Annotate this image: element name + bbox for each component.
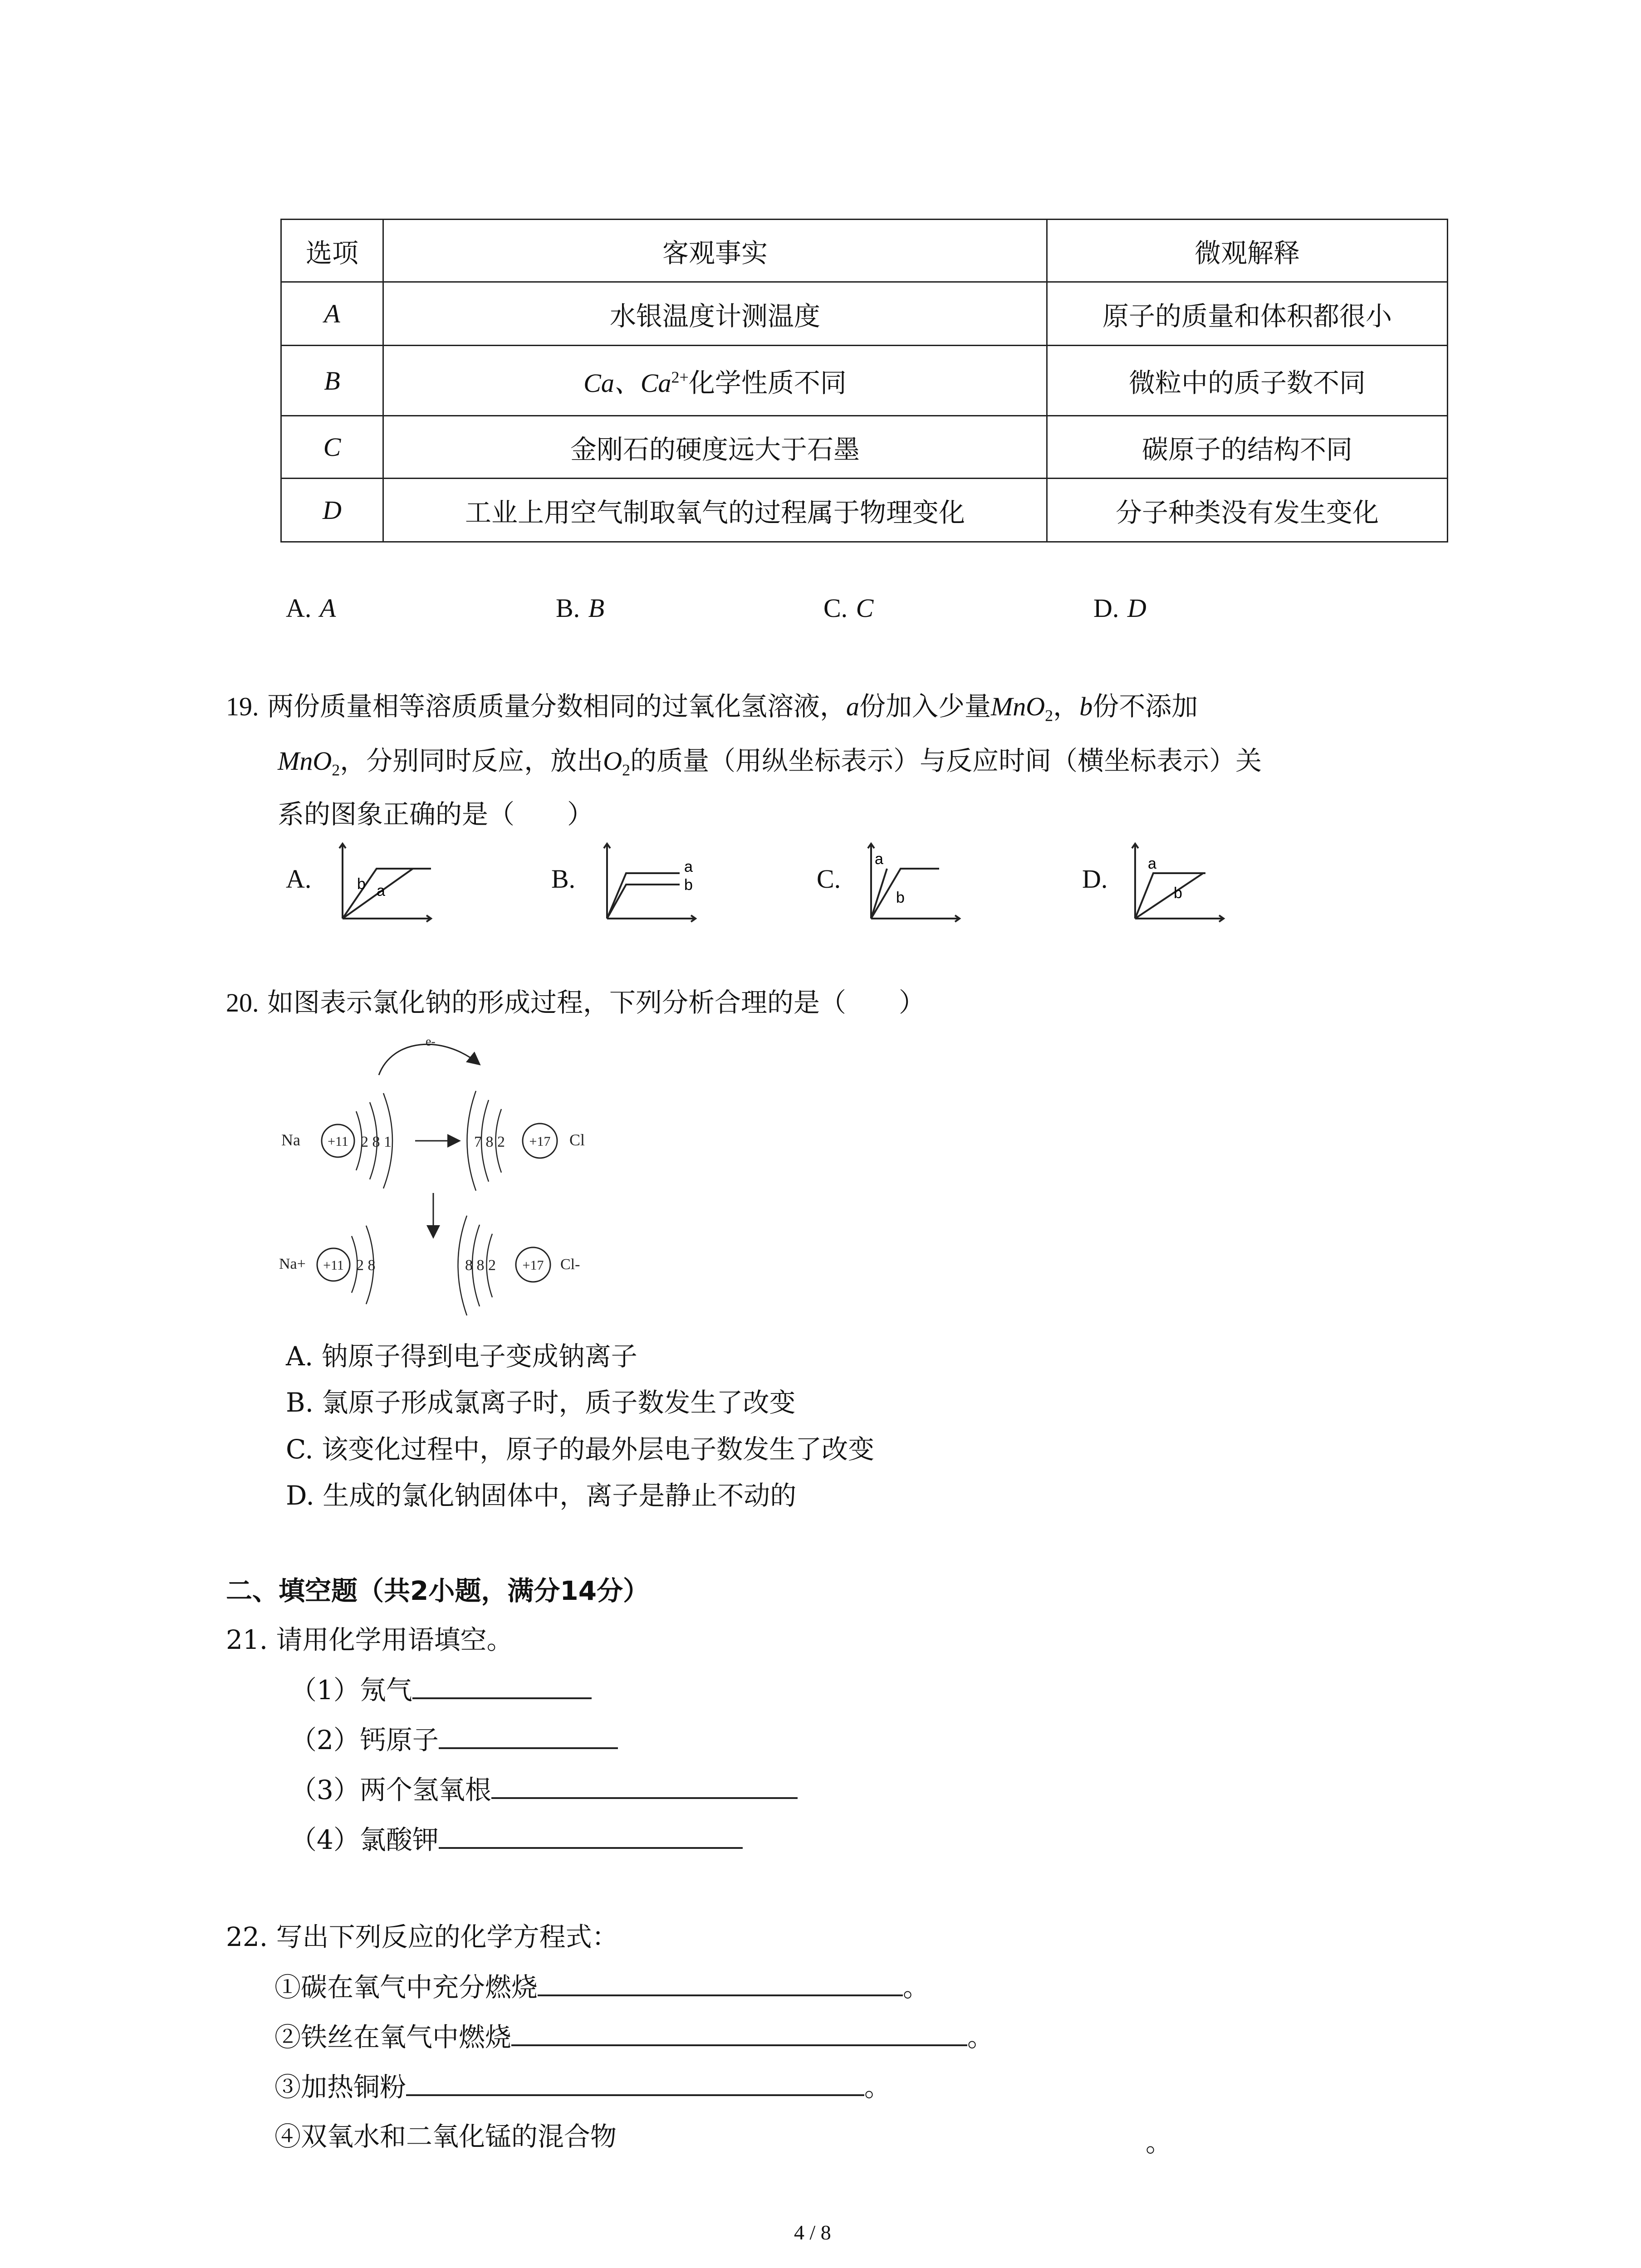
q20-option-d[interactable]: D. 生成的氯化钠固体中，离子是静止不动的: [286, 1480, 797, 1511]
graph-label-b: b: [684, 876, 693, 894]
na-ion-label: Na+: [279, 1256, 306, 1272]
choice-b[interactable]: B. B: [556, 593, 605, 623]
q19-option-c-label[interactable]: C.: [817, 864, 841, 894]
table-cell-option: D: [281, 479, 383, 542]
table-cell-option: B: [281, 346, 383, 416]
cl-nucleus: +17: [529, 1134, 551, 1149]
q19-option-d-label[interactable]: D.: [1082, 864, 1108, 894]
answer-blank[interactable]: [439, 1823, 743, 1849]
nacl-formation-diagram: [279, 1030, 624, 1338]
q19-graph-d: [1126, 839, 1235, 925]
q22-item-4-period: 。: [1146, 2127, 1172, 2158]
na-ion-shells: 2 8: [356, 1257, 376, 1274]
graph-label-a: a: [684, 858, 693, 875]
q19-option-a-label[interactable]: A.: [286, 864, 312, 894]
answer-blank[interactable]: [439, 1724, 618, 1749]
q19-graph-b: [598, 839, 707, 925]
choice-d[interactable]: D. D: [1093, 593, 1146, 623]
table-cell-explain: 分子种类没有发生变化: [1047, 479, 1448, 542]
table-cell-option: C: [281, 416, 383, 479]
q22-item-1: ①碳在氧气中充分燃烧 。: [274, 1972, 930, 2003]
na-label: Na: [281, 1131, 300, 1149]
answer-blank[interactable]: [538, 1971, 903, 1996]
table-cell-fact: 水银温度计测温度: [383, 282, 1047, 346]
q19-graph-a: [333, 839, 438, 925]
graph-label-a: a: [875, 850, 883, 868]
q22-item-2: ②铁丝在氧气中燃烧 。: [274, 2022, 994, 2053]
q20-option-c[interactable]: C. 该变化过程中，原子的最外层电子数发生了改变: [286, 1434, 875, 1465]
na-shells: 2 8 1: [361, 1134, 392, 1150]
choice-c[interactable]: C. C: [823, 593, 874, 623]
table-header-cell: 客观事实: [383, 220, 1047, 282]
q21-item-2: （2）钙原子: [290, 1724, 618, 1756]
q20-stem: 20. 如图表示氯化钠的形成过程，下列分析合理的是（ ）: [226, 987, 925, 1018]
table-cell-explain: 微粒中的质子数不同: [1047, 346, 1448, 416]
na-nucleus: +11: [328, 1134, 348, 1149]
answer-blank[interactable]: [412, 1674, 592, 1699]
graph-label-b: b: [1174, 885, 1182, 902]
page-number: 4 / 8: [794, 2221, 831, 2244]
answer-blank[interactable]: [511, 2021, 967, 2046]
graph-label-a: a: [377, 882, 385, 899]
cl-label: Cl: [569, 1131, 585, 1149]
section-heading: 二、填空题（共2小题，满分14分）: [226, 1575, 650, 1606]
q19-graph-c: [862, 839, 971, 925]
q21-stem: 21. 请用化学用语填空。: [226, 1624, 513, 1655]
q22-item-3: ③加热铜粉 。: [274, 2072, 891, 2102]
options-table: [280, 219, 1448, 543]
q21-item-1: （1）氖气: [290, 1674, 592, 1706]
cl-ion-nucleus: +17: [522, 1258, 544, 1273]
graph-label-b: b: [896, 889, 905, 906]
answer-blank[interactable]: [406, 2071, 864, 2096]
q22-item-4: ④双氧水和二氧化锰的混合物: [274, 2121, 617, 2152]
answer-blank[interactable]: [491, 1774, 798, 1799]
q21-item-3: （3）两个氢氧根: [290, 1774, 798, 1806]
table-cell-fact: 金刚石的硬度远大于石墨: [383, 416, 1047, 479]
q20-option-a[interactable]: A. 钠原子得到电子变成钠离子: [286, 1341, 637, 1372]
q19-line-3: 系的图象正确的是（ ）: [278, 799, 594, 830]
q19-line-2: MnO$_2$，分别同时反应，放出$O_2$的质量（用纵坐标表示）与反应时间（横坐标表示）关: [278, 745, 1262, 779]
table-header-cell: 选项: [281, 220, 383, 282]
cl-ion-shells: 8 8 2: [465, 1257, 496, 1274]
q19-option-b-label[interactable]: B.: [551, 864, 576, 894]
table-cell-option: A: [281, 282, 383, 346]
cl-shells: 7 8 2: [474, 1134, 505, 1150]
graph-label-a: a: [1148, 855, 1156, 872]
q19-line-1: 19. 两份质量相等溶质质量分数相同的过氧化氢溶液，a份加入少量MnO$_2$，b份不添加: [226, 691, 1198, 725]
table-cell-fact: Ca、$Ca^{2+}$化学性质不同: [383, 346, 1047, 416]
table-cell-explain: 碳原子的结构不同: [1047, 416, 1448, 479]
table-cell-explain: 原子的质量和体积都很小: [1047, 282, 1448, 346]
cl-ion-label: Cl-: [560, 1256, 580, 1273]
electron-label: e-: [426, 1035, 436, 1049]
graph-label-b: b: [357, 875, 366, 893]
q20-option-b[interactable]: B. 氯原子形成氯离子时，质子数发生了改变: [286, 1387, 796, 1418]
table-cell-fact: 工业上用空气制取氧气的过程属于物理变化: [383, 479, 1047, 542]
q21-item-4: （4）氯酸钾: [290, 1823, 743, 1856]
table-header-cell: 微观解释: [1047, 220, 1448, 282]
q22-stem: 22. 写出下列反应的化学方程式：: [226, 1921, 618, 1952]
choice-a[interactable]: A. A: [286, 593, 336, 623]
na-ion-nucleus: +11: [323, 1258, 344, 1273]
